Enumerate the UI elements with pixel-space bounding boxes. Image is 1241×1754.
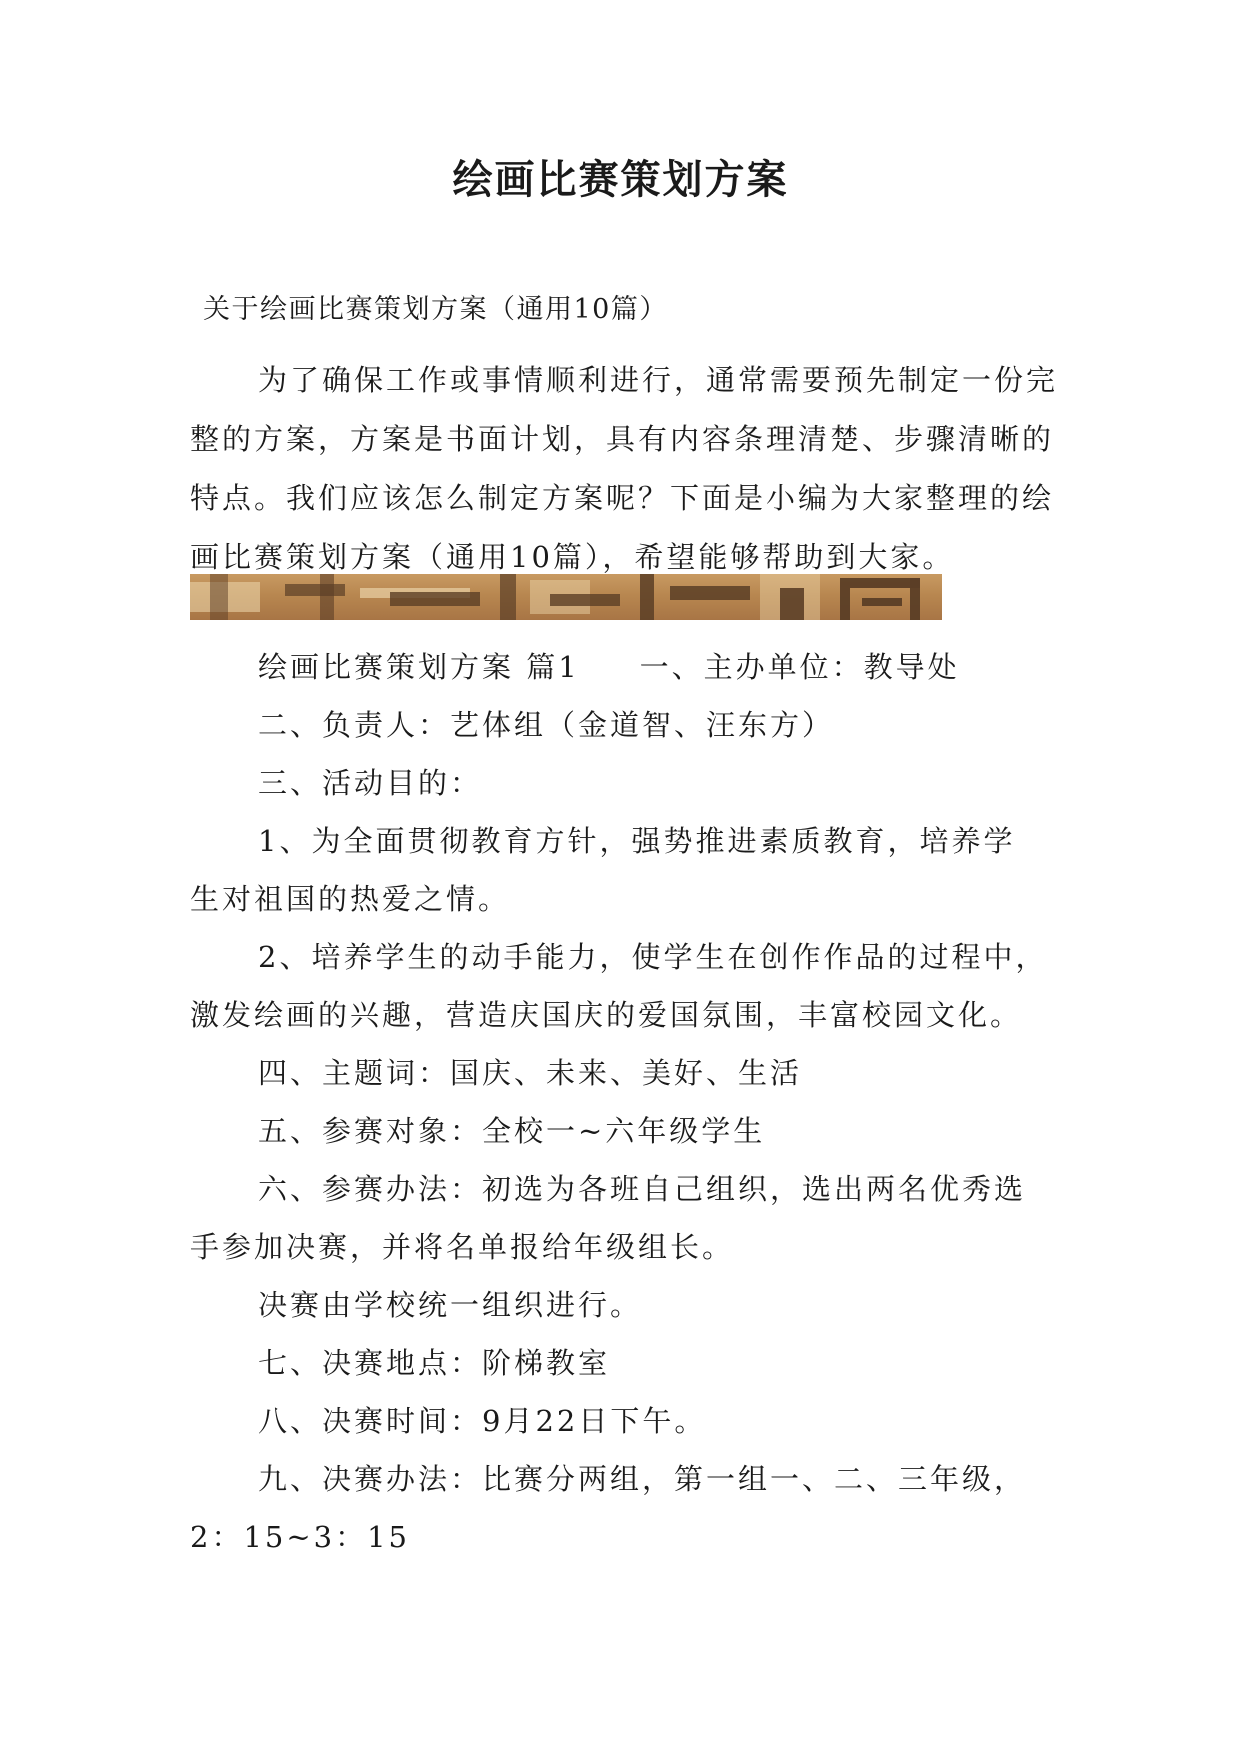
- body-line: 绘画比赛策划方案 篇1 一、主办单位：教导处: [258, 650, 960, 684]
- intro-paragraph: 为了确保工作或事情顺利进行，通常需要预先制定一份完整的方案，方案是书面计划，具有内容条理清楚、步骤清晰的特点。我们应该怎么制定方案呢？下面是小编为大家整理的绘画比赛策划方案（通用10篇），希望能够帮助到大家。: [190, 363, 1059, 574]
- body-line: 手参加决赛，并将名单报给年级组长。: [190, 1230, 735, 1264]
- body-line: 六、参赛办法：初选为各班自己组织，选出两名优秀选: [258, 1172, 1027, 1206]
- body-line: 2、培养学生的动手能力，使学生在创作作品的过程中，: [258, 940, 1048, 974]
- body-line: 决赛由学校统一组织进行。: [258, 1288, 643, 1322]
- body-line: 四、主题词：国庆、未来、美好、生活: [258, 1056, 803, 1090]
- document-title: 绘画比赛策划方案: [452, 156, 789, 203]
- body-line: 九、决赛办法：比赛分两组，第一组一、二、三年级，: [258, 1462, 1027, 1496]
- body-line: 2：15~3：15: [190, 1520, 411, 1554]
- body-line: 生对祖国的热爱之情。: [190, 882, 511, 916]
- body-line: 七、决赛地点：阶梯教室: [258, 1346, 611, 1380]
- document-body: [190, 638, 1080, 1566]
- decorative-banner-image: [190, 574, 942, 620]
- section-heading: 绘画比赛策划方案 篇1: [258, 650, 580, 684]
- body-line: 八、决赛时间：9月22日下午。: [258, 1404, 707, 1438]
- document-subtitle: 关于绘画比赛策划方案（通用10篇）: [203, 294, 668, 325]
- body-line: 1、为全面贯彻教育方针，强势推进素质教育，培养学: [258, 824, 1016, 858]
- body-line: 三、活动目的：: [258, 766, 483, 800]
- body-line: 五、参赛对象：全校一~六年级学生: [258, 1114, 766, 1148]
- body-line: 二、负责人：艺体组（金道智、汪东方）: [258, 708, 835, 742]
- body-line: 激发绘画的兴趣，营造庆国庆的爱国氛围，丰富校园文化。: [190, 998, 1023, 1032]
